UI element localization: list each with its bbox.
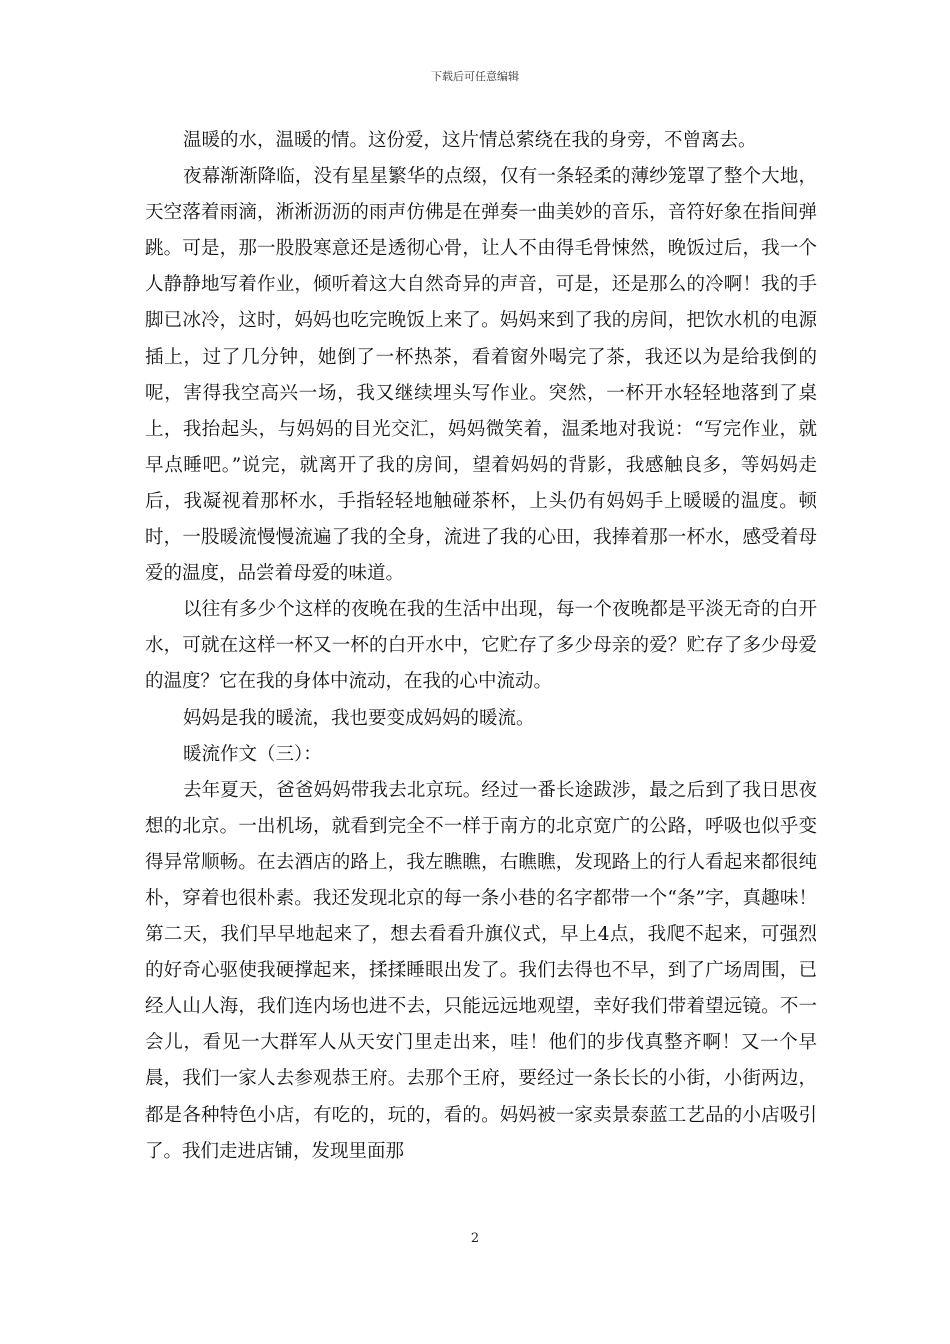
paragraph: 温暖的水，温暖的情。这份爱，这片情总萦绕在我的身旁，不曾离去。 xyxy=(183,130,757,151)
paragraph: 妈妈是我的暖流，我也要变成妈妈的暖流。 xyxy=(183,707,535,729)
paragraph: 去年夏天，爸爸妈妈带我去北京玩。经过一番长途跋涉，最之后到了我日思夜想的北京。一出机场，就看到完全不一样于南方的北京宽广的公路，呼吸也似乎变得异常顺畅。在去酒店的路上，我左瞧瞧，右瞧瞧，发现路上的行人看起来都很纯朴，穿着也很朴素。我还发现北京的每一条小巷的名字都带一个“条”字，真趣味！第二天，我们早早地起来了，想去看看升旗仪式，早上4点，我爬不起来，可强烈的好奇心驱使我硬撑起来，揉揉睡眼出发了。我们去得也不早，到了广场周围，已经人山人海，我们连内场也进不去，只能远远地观望，幸好我们带着望远镜。不一会儿，看见一大群军人从天安门里走出来，哇！他们的步伐真整齐啊！又一个早晨，我们一家人去参观恭王府。去那个王府，要经过一条长长的小街，小街两边，都是各种特色小店，有吃的，玩的，看的。妈妈被一家卖景泰蓝工艺品的小店吸引了。我们走进店铺，发现里面那 xyxy=(145,779,817,1162)
paragraph: 夜幕渐渐降临，没有星星繁华的点缀，仅有一条轻柔的薄纱笼罩了整个大地，天空落着雨滴，淅淅沥沥的雨声仿佛是在弹奏一曲美妙的音乐，音符好象在指间弹跳。可是，那一股股寒意还是透彻心骨，让人不由得毛骨悚然，晚饭过后，我一个人静静地写着作业，倾听着这大自然奇异的声音，可是，还是那么的冷啊！我的手脚已冰冷，这时，妈妈也吃完晚饭上来了。妈妈来到了我的房间，把饮水机的电源插上，过了几分钟，她倒了一杯热茶，看着窗外喝完了茶，我还以为是给我倒的呢，害得我空高兴一场，我又继续埋头写作业。突然，一杯开水轻轻地落到了桌上，我抬起头，与妈妈的目光交汇，妈妈微笑着，温柔地对我说：“写完作业，就早点睡吧。”说完，就离开了我的房间，望着妈妈的背影，我感触良多，等妈妈走后，我凝视着那杯水，手指轻轻地触碰茶杯，上头仍有妈妈手上暖暖的温度。顿时，一股暖流慢慢流遍了我的全身，流进了我的心田，我捧着那一杯水，感受着母爱的温度，品尝着母爱的味道。 xyxy=(145,166,817,585)
paragraph: 以往有多少个这样的夜晚在我的生活中出现，每一个夜晚都是平淡无奇的白开水，可就在这样一杯又一杯的白开水中，它贮存了多少母亲的爱？贮存了多少母爱的温度？它在我的身体中流动，在我的心中流动。 xyxy=(145,599,817,693)
page-number: 2 xyxy=(470,1231,480,1246)
body-text xyxy=(145,123,817,1170)
section-heading: 暖流作文（三）： xyxy=(183,743,322,765)
page-header: 下载后可任意编辑 xyxy=(431,70,519,83)
